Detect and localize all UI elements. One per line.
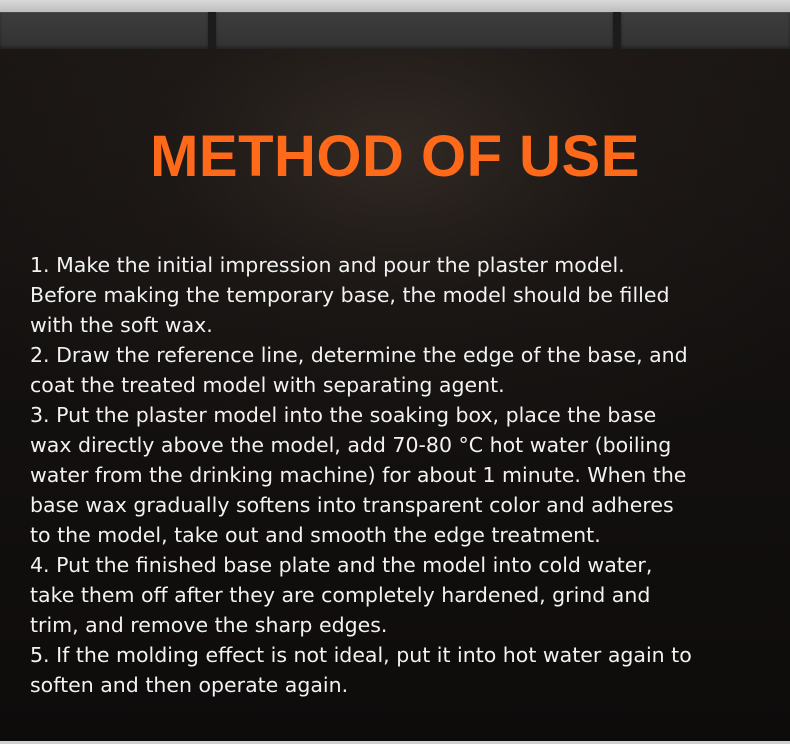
instruction-line: 2. Draw the reference line, determine the edge of the base, and <box>30 343 688 367</box>
instruction-line: coat the treated model with separating agent. <box>30 373 505 397</box>
instruction-line: 4. Put the finished base plate and the model into cold water, <box>30 553 653 577</box>
instruction-line: soften and then operate again. <box>30 673 349 697</box>
instruction-line: trim, and remove the sharp edges. <box>30 613 388 637</box>
instruction-line: with the soft wax. <box>30 313 213 337</box>
top-border-strip <box>0 0 790 12</box>
page-title: METHOD OF USE <box>150 124 640 189</box>
instruction-line: Before making the temporary base, the model should be filled <box>30 283 670 307</box>
instruction-line: 5. If the molding effect is not ideal, put it into hot water again to <box>30 643 692 667</box>
instruction-line: 1. Make the initial impression and pour the plaster model. <box>30 253 625 277</box>
panel-divider <box>208 12 216 48</box>
header-panel-right <box>621 12 790 49</box>
instruction-line: wax directly above the model, add 70-80 °C hot water (boiling <box>30 433 672 457</box>
instructions-text <box>30 250 770 700</box>
instruction-line: 3. Put the plaster model into the soaking box, place the base <box>30 403 657 427</box>
panel-divider <box>613 12 621 48</box>
instruction-line: take them off after they are completely hardened, grind and <box>30 583 651 607</box>
instruction-line: to the model, take out and smooth the edge treatment. <box>30 523 601 547</box>
instruction-line: base wax gradually softens into transparent color and adheres <box>30 493 674 517</box>
instruction-line: water from the drinking machine) for about 1 minute. When the <box>30 463 687 487</box>
header-panel-middle <box>216 12 613 49</box>
header-panel-left <box>0 12 208 49</box>
